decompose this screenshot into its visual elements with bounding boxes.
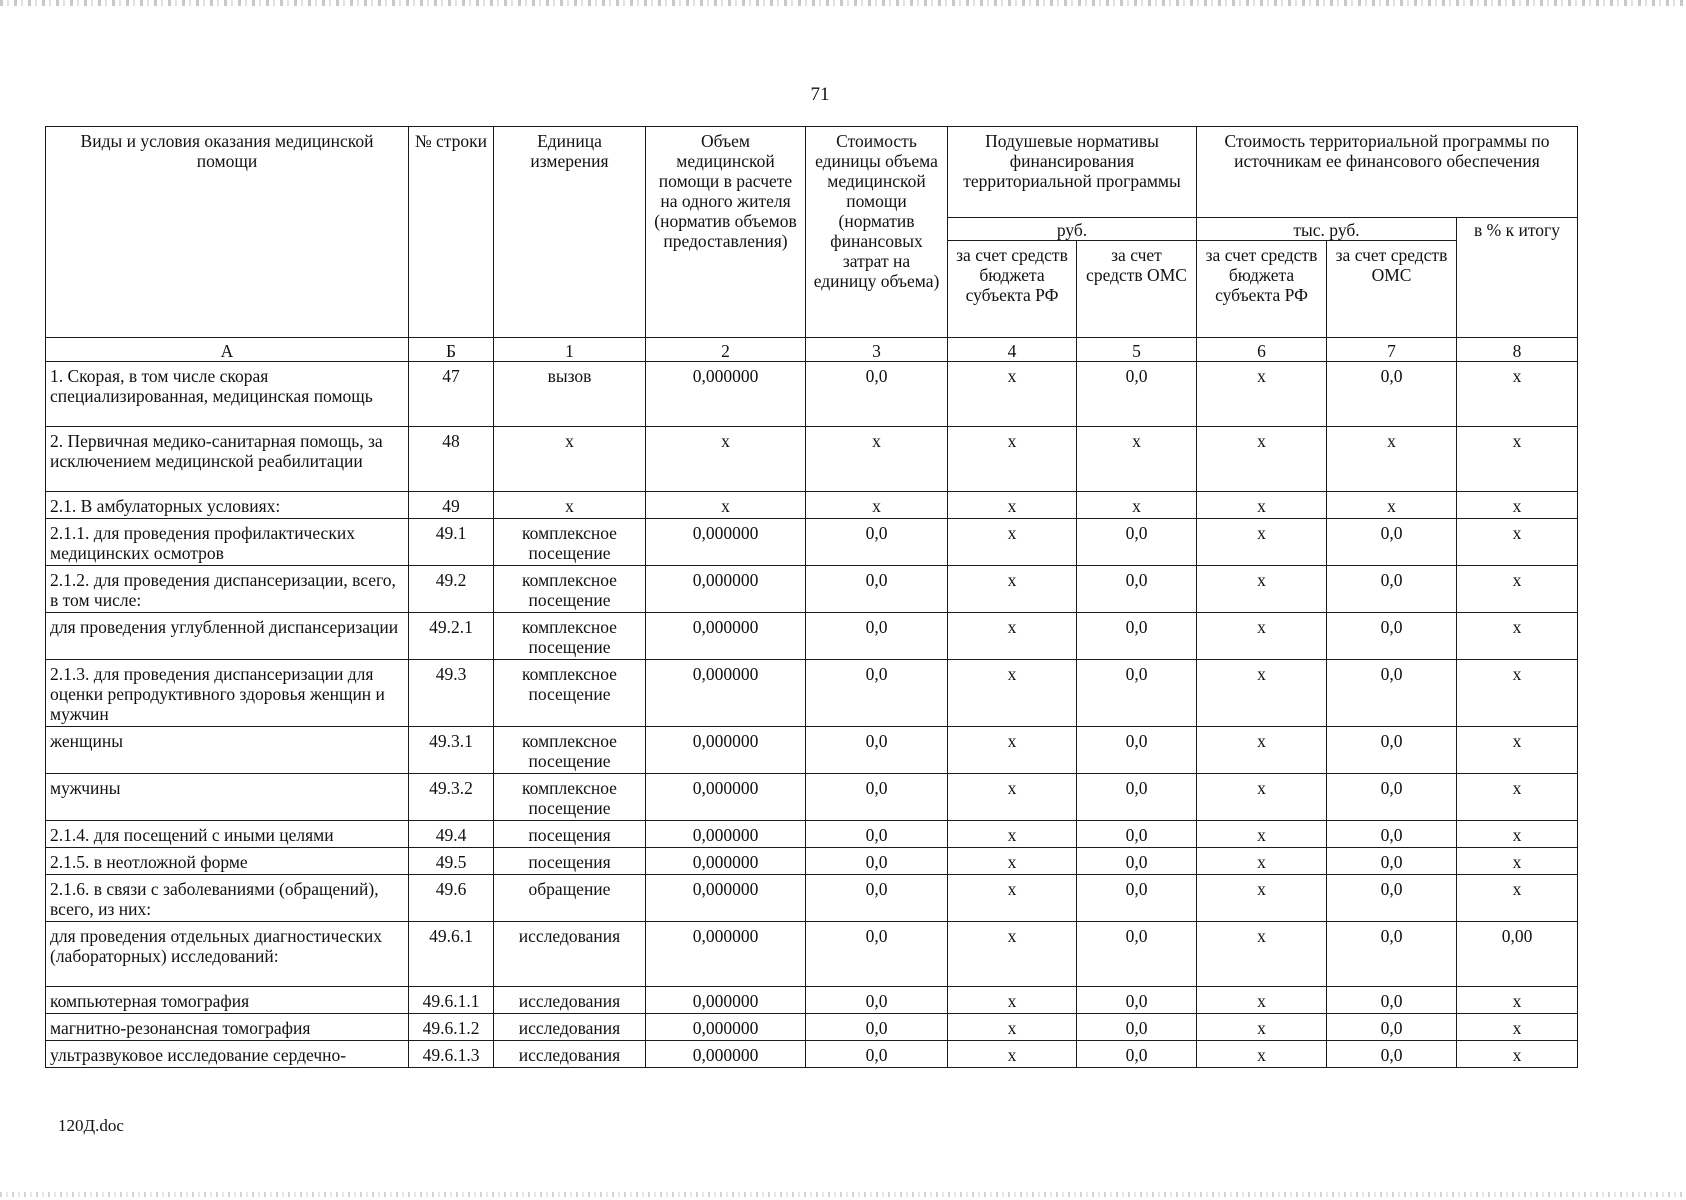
table-row (46, 492, 1578, 519)
cell-unit-cost: 0,0 (806, 566, 948, 613)
cell-unit-cost: х (806, 492, 948, 519)
cell-percent: х (1457, 660, 1578, 727)
cell-unit: комплексное посещение (494, 613, 646, 660)
cell-budget-thous: х (1197, 427, 1327, 492)
table-body (46, 362, 1578, 1068)
cell-percent: х (1457, 613, 1578, 660)
column-index-row (46, 338, 1578, 362)
cell-budget-thous: х (1197, 922, 1327, 987)
header-budget-thous: за счет средств бюджета субъекта РФ (1197, 241, 1327, 338)
cell-budget-thous: х (1197, 362, 1327, 427)
header-volume: Объем медицинской помощи в расчете на одного жителя (норматив объемов предоставления) (646, 127, 806, 338)
cell-row-number: 49.6.1 (409, 922, 494, 987)
cell-budget-thous: х (1197, 875, 1327, 922)
table-row (46, 922, 1578, 987)
cell-row-number: 49.3.1 (409, 727, 494, 774)
cell-unit: исследования (494, 1041, 646, 1068)
cell-unit-cost: 0,0 (806, 987, 948, 1014)
header-oms-thous: за счет средств ОМС (1327, 241, 1457, 338)
header-thous-rub: тыс. руб. (1197, 218, 1457, 241)
cell-row-number: 49.6.1.1 (409, 987, 494, 1014)
scan-edge-top (0, 0, 1686, 6)
cell-oms-rub: 0,0 (1077, 362, 1197, 427)
table-row (46, 774, 1578, 821)
cell-oms-thous: 0,0 (1327, 519, 1457, 566)
cell-volume: 0,000000 (646, 727, 806, 774)
cell-percent: х (1457, 362, 1578, 427)
cell-percent: х (1457, 848, 1578, 875)
table-row (46, 660, 1578, 727)
cell-oms-thous: 0,0 (1327, 922, 1457, 987)
cell-budget-rub: х (948, 1041, 1077, 1068)
cell-unit: комплексное посещение (494, 519, 646, 566)
cell-budget-rub: х (948, 727, 1077, 774)
table-row (46, 875, 1578, 922)
cell-service-type: для проведения отдельных диагностических (лабораторных) исследований: (46, 922, 409, 987)
cell-budget-rub: х (948, 848, 1077, 875)
cell-row-number: 49.6 (409, 875, 494, 922)
table-row (46, 566, 1578, 613)
table-row (46, 362, 1578, 427)
cell-budget-rub: х (948, 987, 1077, 1014)
column-index: 4 (948, 338, 1077, 362)
cell-service-type: ультразвуковое исследование сердечно- (46, 1041, 409, 1068)
cell-service-type: мужчины (46, 774, 409, 821)
cell-budget-rub: х (948, 774, 1077, 821)
cell-unit: исследования (494, 987, 646, 1014)
cell-unit: вызов (494, 362, 646, 427)
cell-oms-thous: 0,0 (1327, 875, 1457, 922)
cell-service-type: 2.1.6. в связи с заболеваниями (обращений), всего, из них: (46, 875, 409, 922)
cell-oms-thous: 0,0 (1327, 987, 1457, 1014)
cell-unit: х (494, 492, 646, 519)
cell-percent: х (1457, 821, 1578, 848)
table-row (46, 519, 1578, 566)
cell-unit-cost: 0,0 (806, 1014, 948, 1041)
cell-oms-rub: х (1077, 492, 1197, 519)
column-index: 8 (1457, 338, 1578, 362)
cell-row-number: 49.5 (409, 848, 494, 875)
cell-oms-thous: 0,0 (1327, 660, 1457, 727)
cell-volume: 0,000000 (646, 774, 806, 821)
cell-oms-rub: 0,0 (1077, 821, 1197, 848)
document-filename: 120Д.doc (58, 1116, 124, 1135)
cell-oms-thous: 0,0 (1327, 774, 1457, 821)
cell-budget-thous: х (1197, 1014, 1327, 1041)
cell-oms-thous: 0,0 (1327, 848, 1457, 875)
cell-volume: 0,000000 (646, 519, 806, 566)
cell-unit-cost: 0,0 (806, 660, 948, 727)
cell-unit: посещения (494, 821, 646, 848)
cell-oms-thous: 0,0 (1327, 362, 1457, 427)
cell-unit-cost: 0,0 (806, 848, 948, 875)
table-row (46, 848, 1578, 875)
header-per-capita: Подушевые нормативы финансирования территориальной программы (948, 127, 1197, 218)
cell-budget-rub: х (948, 427, 1077, 492)
header-unit: Единица измерения (494, 127, 646, 338)
column-index: 7 (1327, 338, 1457, 362)
cell-budget-rub: х (948, 362, 1077, 427)
column-index: А (46, 338, 409, 362)
financing-table (45, 126, 1578, 1068)
cell-service-type: женщины (46, 727, 409, 774)
header-oms-rub: за счет средств ОМС (1077, 241, 1197, 338)
scan-edge-bottom (0, 1192, 1686, 1197)
cell-volume: 0,000000 (646, 613, 806, 660)
cell-unit-cost: 0,0 (806, 1041, 948, 1068)
cell-unit: исследования (494, 922, 646, 987)
cell-oms-rub: 0,0 (1077, 1014, 1197, 1041)
cell-oms-rub: 0,0 (1077, 987, 1197, 1014)
cell-oms-thous: х (1327, 427, 1457, 492)
table-row (46, 821, 1578, 848)
cell-budget-rub: х (948, 519, 1077, 566)
cell-volume: 0,000000 (646, 848, 806, 875)
cell-budget-rub: х (948, 821, 1077, 848)
header-rub: руб. (948, 218, 1197, 241)
cell-budget-thous: х (1197, 492, 1327, 519)
table-row (46, 1041, 1578, 1068)
cell-percent: х (1457, 566, 1578, 613)
cell-unit-cost: 0,0 (806, 922, 948, 987)
table-row (46, 613, 1578, 660)
cell-oms-thous: х (1327, 492, 1457, 519)
cell-percent: х (1457, 1014, 1578, 1041)
cell-budget-rub: х (948, 922, 1077, 987)
cell-unit-cost: х (806, 427, 948, 492)
cell-oms-thous: 0,0 (1327, 1014, 1457, 1041)
cell-volume: 0,000000 (646, 987, 806, 1014)
cell-service-type: для проведения углубленной диспансеризации (46, 613, 409, 660)
cell-unit-cost: 0,0 (806, 774, 948, 821)
cell-budget-thous: х (1197, 848, 1327, 875)
cell-percent: х (1457, 492, 1578, 519)
cell-volume: х (646, 492, 806, 519)
cell-volume: 0,000000 (646, 660, 806, 727)
cell-percent: х (1457, 519, 1578, 566)
cell-oms-thous: 0,0 (1327, 566, 1457, 613)
column-index: 6 (1197, 338, 1327, 362)
cell-oms-rub: 0,0 (1077, 727, 1197, 774)
cell-budget-rub: х (948, 1014, 1077, 1041)
header-cost: Стоимость единицы объема медицинской помощи (норматив финансовых затрат на единицу объема) (806, 127, 948, 338)
cell-volume: 0,000000 (646, 1014, 806, 1041)
cell-unit-cost: 0,0 (806, 727, 948, 774)
cell-percent: 0,00 (1457, 922, 1578, 987)
cell-unit-cost: 0,0 (806, 613, 948, 660)
cell-volume: 0,000000 (646, 922, 806, 987)
cell-unit: комплексное посещение (494, 660, 646, 727)
cell-service-type: 2.1. В амбулаторных условиях: (46, 492, 409, 519)
cell-oms-thous: 0,0 (1327, 821, 1457, 848)
column-index: Б (409, 338, 494, 362)
cell-budget-rub: х (948, 613, 1077, 660)
table-row (46, 987, 1578, 1014)
cell-service-type: магнитно-резонансная томография (46, 1014, 409, 1041)
cell-budget-thous: х (1197, 566, 1327, 613)
cell-row-number: 49.3.2 (409, 774, 494, 821)
cell-budget-thous: х (1197, 660, 1327, 727)
cell-unit: обращение (494, 875, 646, 922)
cell-unit-cost: 0,0 (806, 875, 948, 922)
cell-budget-rub: х (948, 660, 1077, 727)
cell-service-type: 2.1.3. для проведения диспансеризации для оценки репродуктивного здоровья женщин и мужчин (46, 660, 409, 727)
cell-row-number: 49 (409, 492, 494, 519)
header-row-no: № строки (409, 127, 494, 338)
cell-row-number: 49.2.1 (409, 613, 494, 660)
cell-row-number: 49.6.1.3 (409, 1041, 494, 1068)
cell-volume: 0,000000 (646, 566, 806, 613)
cell-oms-rub: 0,0 (1077, 1041, 1197, 1068)
cell-volume: 0,000000 (646, 821, 806, 848)
column-index: 2 (646, 338, 806, 362)
cell-row-number: 49.3 (409, 660, 494, 727)
cell-service-type: 2.1.5. в неотложной форме (46, 848, 409, 875)
cell-budget-thous: х (1197, 519, 1327, 566)
cell-percent: х (1457, 875, 1578, 922)
cell-unit: комплексное посещение (494, 566, 646, 613)
cell-service-type: 2.1.4. для посещений с иными целями (46, 821, 409, 848)
cell-unit: х (494, 427, 646, 492)
cell-oms-thous: 0,0 (1327, 613, 1457, 660)
cell-oms-rub: х (1077, 427, 1197, 492)
cell-row-number: 49.4 (409, 821, 494, 848)
cell-unit: комплексное посещение (494, 774, 646, 821)
cell-volume: х (646, 427, 806, 492)
cell-row-number: 47 (409, 362, 494, 427)
cell-oms-rub: 0,0 (1077, 774, 1197, 821)
cell-service-type: 2.1.2. для проведения диспансеризации, всего, в том числе: (46, 566, 409, 613)
column-index: 1 (494, 338, 646, 362)
header-cost-program: Стоимость территориальной программы по источникам ее финансового обеспечения (1197, 127, 1578, 218)
header-budget-rub: за счет средств бюджета субъекта РФ (948, 241, 1077, 338)
page-number: 71 (810, 84, 830, 105)
cell-percent: х (1457, 727, 1578, 774)
cell-budget-thous: х (1197, 727, 1327, 774)
cell-volume: 0,000000 (646, 362, 806, 427)
table-row (46, 1014, 1578, 1041)
cell-service-type: 2.1.1. для проведения профилактических медицинских осмотров (46, 519, 409, 566)
cell-oms-rub: 0,0 (1077, 566, 1197, 613)
cell-unit: исследования (494, 1014, 646, 1041)
column-index: 3 (806, 338, 948, 362)
cell-budget-thous: х (1197, 774, 1327, 821)
cell-row-number: 48 (409, 427, 494, 492)
cell-service-type: 2. Первичная медико-санитарная помощь, за исключением медицинской реабилитации (46, 427, 409, 492)
cell-oms-rub: 0,0 (1077, 660, 1197, 727)
cell-budget-rub: х (948, 566, 1077, 613)
column-index: 5 (1077, 338, 1197, 362)
table-row (46, 427, 1578, 492)
cell-budget-thous: х (1197, 613, 1327, 660)
cell-oms-thous: 0,0 (1327, 1041, 1457, 1068)
cell-unit-cost: 0,0 (806, 519, 948, 566)
cell-unit: комплексное посещение (494, 727, 646, 774)
cell-volume: 0,000000 (646, 1041, 806, 1068)
cell-oms-thous: 0,0 (1327, 727, 1457, 774)
cell-unit-cost: 0,0 (806, 362, 948, 427)
cell-percent: х (1457, 427, 1578, 492)
cell-oms-rub: 0,0 (1077, 875, 1197, 922)
cell-oms-rub: 0,0 (1077, 922, 1197, 987)
cell-budget-thous: х (1197, 821, 1327, 848)
cell-oms-rub: 0,0 (1077, 848, 1197, 875)
cell-percent: х (1457, 774, 1578, 821)
cell-budget-rub: х (948, 492, 1077, 519)
cell-unit: посещения (494, 848, 646, 875)
cell-budget-rub: х (948, 875, 1077, 922)
cell-unit-cost: 0,0 (806, 821, 948, 848)
cell-oms-rub: 0,0 (1077, 519, 1197, 566)
header-type: Виды и условия оказания медицинской помощи (46, 127, 409, 338)
cell-service-type: компьютерная томография (46, 987, 409, 1014)
cell-percent: х (1457, 987, 1578, 1014)
table-row (46, 727, 1578, 774)
cell-percent: х (1457, 1041, 1578, 1068)
cell-budget-thous: х (1197, 1041, 1327, 1068)
header-percent: в % к итогу (1457, 218, 1578, 338)
cell-row-number: 49.6.1.2 (409, 1014, 494, 1041)
cell-row-number: 49.1 (409, 519, 494, 566)
cell-row-number: 49.2 (409, 566, 494, 613)
cell-budget-thous: х (1197, 987, 1327, 1014)
cell-oms-rub: 0,0 (1077, 613, 1197, 660)
cell-service-type: 1. Скорая, в том числе скорая специализированная, медицинская помощь (46, 362, 409, 427)
cell-volume: 0,000000 (646, 875, 806, 922)
